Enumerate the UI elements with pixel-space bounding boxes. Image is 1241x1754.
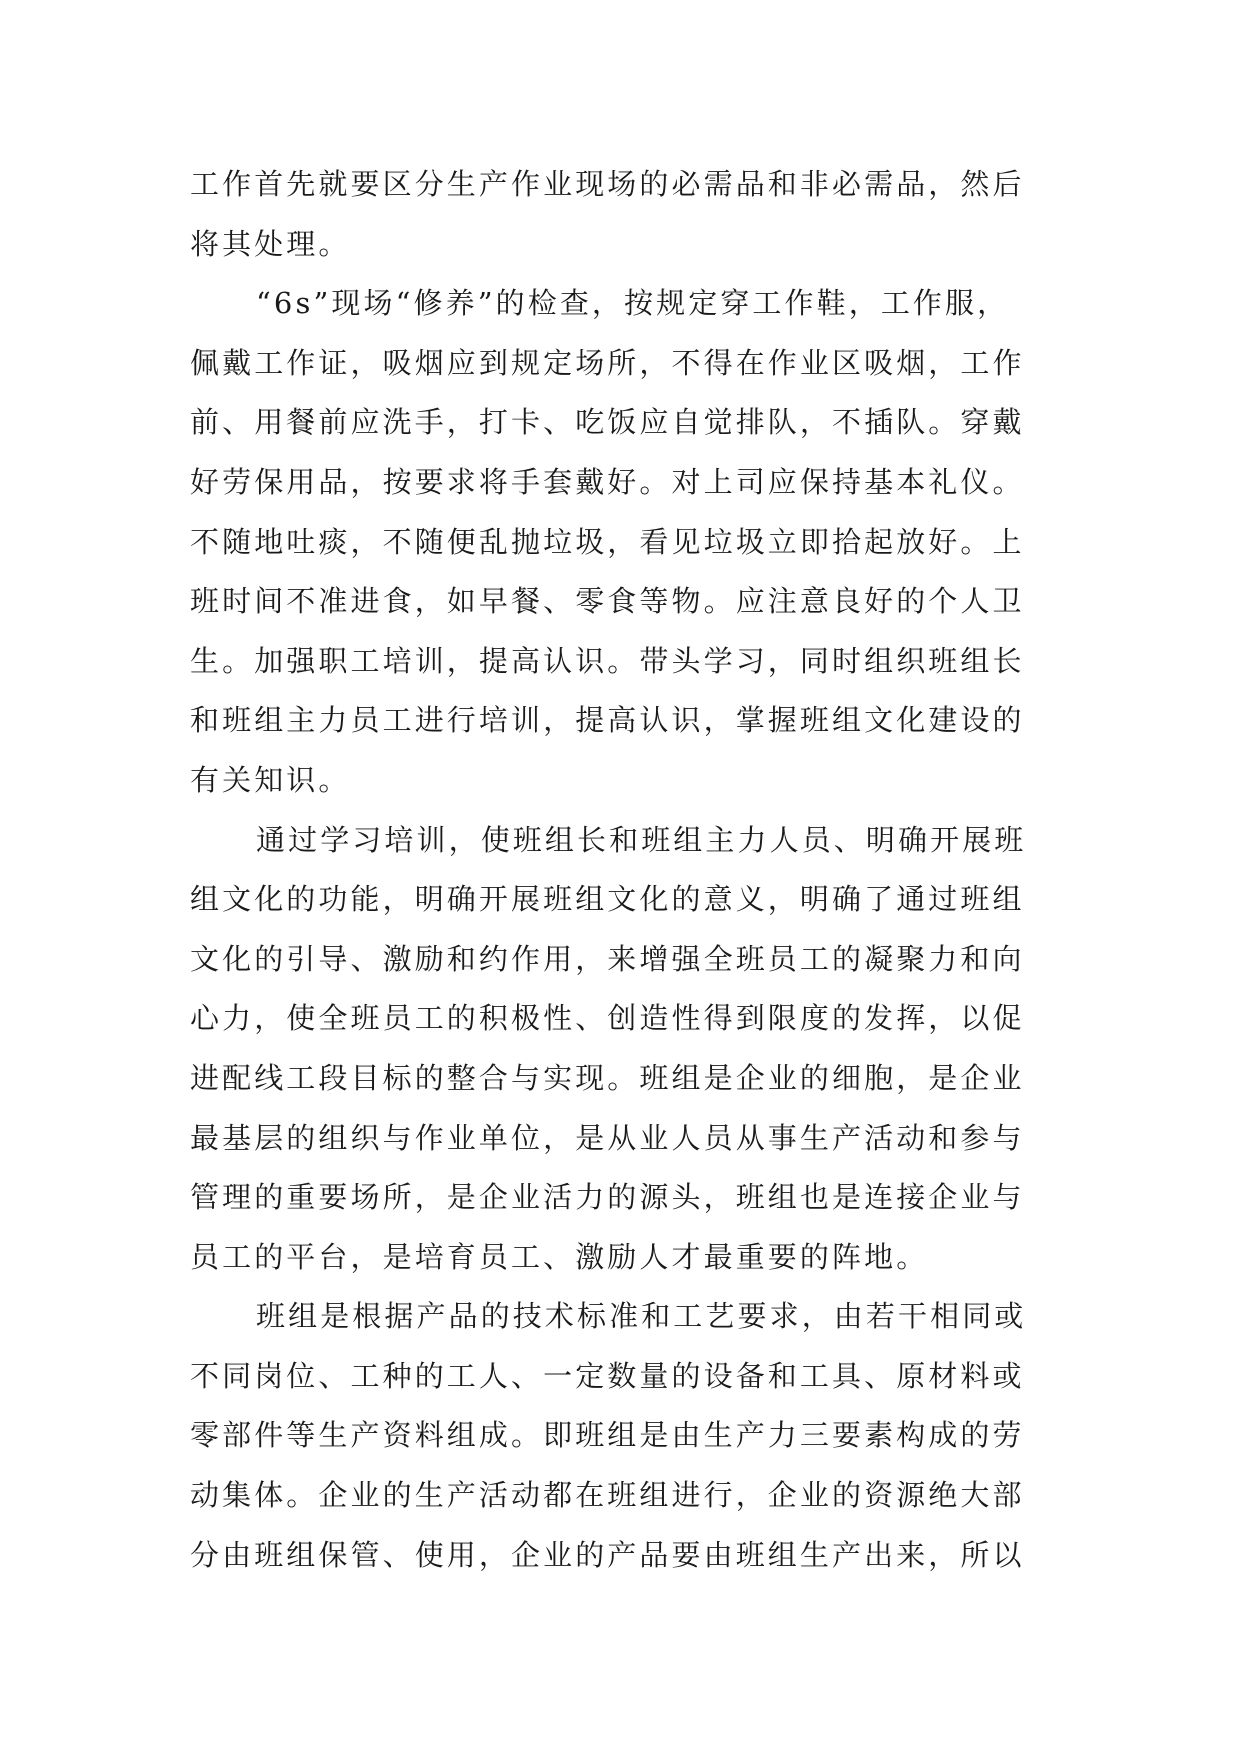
- text-line: 动集体。企业的生产活动都在班组进行，企业的资源绝大部: [190, 1478, 1025, 1513]
- text-line: 通过学习培训，使班组长和班组主力人员、明确开展班: [256, 822, 1027, 857]
- text-line: “6s”现场“修养”的检查，按规定穿工作鞋，工作服，: [256, 286, 1010, 321]
- text-line: 进配线工段目标的整合与实现。班组是企业的细胞，是企业: [190, 1060, 1025, 1095]
- text-line: 零部件等生产资料组成。即班组是由生产力三要素构成的劳: [190, 1418, 1025, 1453]
- paragraph-4: [190, 1287, 1070, 1585]
- text-line: 班时间不准进食，如早餐、零食等物。应注意良好的个人卫: [190, 584, 1025, 619]
- text-line: 好劳保用品，按要求将手套戴好。对上司应保持基本礼仪。: [190, 464, 1025, 499]
- text-line: 分由班组保管、使用，企业的产品要由班组生产出来，所以: [190, 1537, 1025, 1572]
- text-line: 班组是根据产品的技术标准和工艺要求，由若干相同或: [256, 1299, 1027, 1334]
- document-body: [190, 155, 1070, 1585]
- text-line: 生。加强职工培训，提高认识。带头学习，同时组织班组长: [190, 643, 1025, 678]
- text-line: 管理的重要场所，是企业活力的源头，班组也是连接企业与: [190, 1180, 1025, 1215]
- text-line: 佩戴工作证，吸烟应到规定场所，不得在作业区吸烟，工作: [190, 345, 1025, 380]
- text-line: 前、用餐前应洗手，打卡、吃饭应自觉排队，不插队。穿戴: [190, 405, 1025, 440]
- text-line: 最基层的组织与作业单位，是从业人员从事生产活动和参与: [190, 1120, 1025, 1155]
- text-line: 有关知识。: [190, 762, 351, 797]
- text-line: 文化的引导、激励和约作用，来增强全班员工的凝聚力和向: [190, 941, 1025, 976]
- text-line: 工作首先就要区分生产作业现场的必需品和非必需品，然后: [190, 167, 1025, 201]
- text-line: 不随地吐痰，不随便乱抛垃圾，看见垃圾立即拾起放好。上: [190, 524, 1025, 559]
- paragraph-3: [190, 811, 1070, 1288]
- text-line: 员工的平台，是培育员工、激励人才最重要的阵地。: [190, 1239, 929, 1274]
- text-line: 组文化的功能，明确开展班组文化的意义，明确了通过班组: [190, 882, 1025, 917]
- paragraph-1: [190, 155, 1070, 274]
- text-line: 不同岗位、工种的工人、一定数量的设备和工具、原材料或: [190, 1358, 1025, 1393]
- text-line: 和班组主力员工进行培训，提高认识，掌握班组文化建设的: [190, 703, 1025, 738]
- paragraph-2: [190, 274, 1070, 810]
- text-line: 心力，使全班员工的积极性、创造性得到限度的发挥，以促: [190, 1001, 1025, 1036]
- text-line: 将其处理。: [190, 226, 351, 261]
